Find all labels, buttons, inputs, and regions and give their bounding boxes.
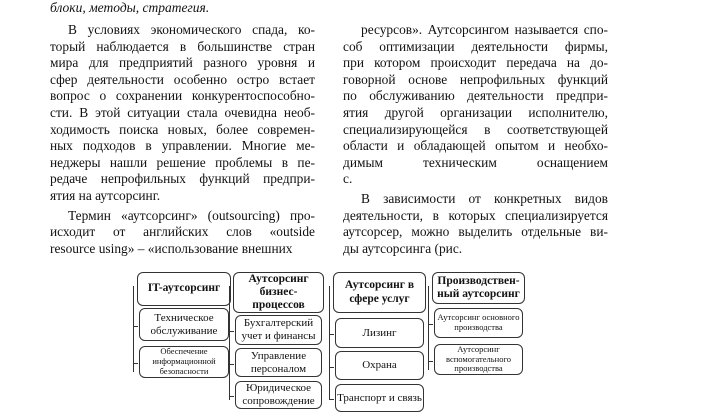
diagram-item-box: Аутсорсинг основного производства: [434, 308, 523, 338]
diagram-item-box: Управление персоналом: [235, 348, 322, 377]
connector-tick: [229, 331, 234, 332]
left-text-column: [50, 22, 315, 257]
text-line: исходит от английских слов «outside: [50, 224, 315, 240]
text-line: неджеры нашли решение проблемы в пе-: [50, 154, 315, 170]
connector-tick: [428, 324, 433, 325]
diagram-header-box: Аутсорсинг в сфере услуг: [333, 272, 426, 313]
text-line: специализирующейся в соответствующей: [343, 121, 608, 137]
text-line: вопрос о сохранении конкурентоспособно-: [50, 88, 315, 104]
diagram-header-box: Производствен-ный аутсорсинг: [432, 272, 525, 304]
connector-line: [428, 286, 429, 370]
text-line: ходимость поиска новых, более современ-: [50, 121, 315, 137]
text-line: В зависимости от конкретных видов: [361, 190, 608, 206]
text-line: Термин «аутсорсинг» (outsourcing) про-: [68, 207, 315, 223]
text-line: ды аутсорсинга (рис.: [343, 240, 463, 256]
connector-line: [133, 286, 134, 372]
text-line: В условиях экономического спада, ко-: [68, 22, 315, 37]
text-line: ятия другой организации исполнителю,: [343, 104, 608, 120]
diagram-item-box: Транспорт и связь: [335, 384, 424, 412]
text-line: димым техническим оснащением: [343, 154, 608, 170]
text-line: resource using» – «использование внешних: [50, 240, 293, 256]
connector-tick: [329, 367, 334, 368]
connector-tick: [329, 334, 334, 335]
connector-tick: [428, 361, 433, 362]
text-line: ятия на аутсорсинг.: [50, 187, 161, 203]
connector-line: [229, 286, 230, 400]
text-line: деятельности, в которых специализируется: [343, 207, 608, 223]
diagram-item-box: Юридическое сопровождение: [235, 381, 322, 409]
text-line: по обслуживанию деятельности предпри-: [343, 88, 608, 104]
text-line: редаче непрофильных функций предпри-: [50, 171, 315, 187]
connector-tick: [229, 396, 234, 397]
diagram-item-box: Аутсорсинг вспомогательного производства: [434, 344, 523, 375]
diagram-item-box: Обеспечение информационной безопасности: [139, 346, 229, 378]
text-line: сфер деятельности особенно остро встает: [50, 71, 315, 87]
diagram-item-box: Бухгалтерский учет и финансы: [235, 315, 322, 345]
text-line: с.: [343, 171, 353, 187]
text-line: говорной основе непрофильных функций: [343, 71, 608, 87]
connector-line: [329, 286, 330, 400]
text-line: торый наблюдается в большинстве стран: [50, 38, 315, 54]
text-line: ных подходов в управлении. Многие ме-: [50, 138, 315, 154]
connector-tick: [229, 364, 234, 365]
text-line: области и обладающей опытом и необхо-: [343, 138, 608, 154]
diagram-item-box: Лизинг: [335, 318, 424, 348]
text-line: сти. В этой ситуации стала очевидна необ-: [50, 104, 315, 120]
connector-tick: [133, 326, 138, 327]
text-line: при котором происходит передача на до-: [343, 55, 608, 71]
right-text-column: [343, 22, 608, 257]
text-line: ресурсов». Аутсорсингом называется спо-: [361, 22, 608, 37]
text-line: соб оптимизации деятельности фирмы,: [343, 38, 608, 54]
text-line: мира для предприятий разного уровня и: [50, 55, 315, 71]
keywords-line: блоки, методы, стратегия.: [50, 0, 210, 15]
text-line: аутсорсер, можно выделить отдельные ви-: [343, 224, 608, 240]
diagram-item-box: Охрана: [335, 351, 424, 380]
connector-tick: [133, 363, 138, 364]
diagram-header-box: IT-аутсорсинг: [137, 272, 231, 306]
diagram-header-box: Аутсорсинг бизнес-процессов: [233, 272, 324, 313]
diagram-item-box: Техническое обслуживание: [139, 308, 229, 341]
